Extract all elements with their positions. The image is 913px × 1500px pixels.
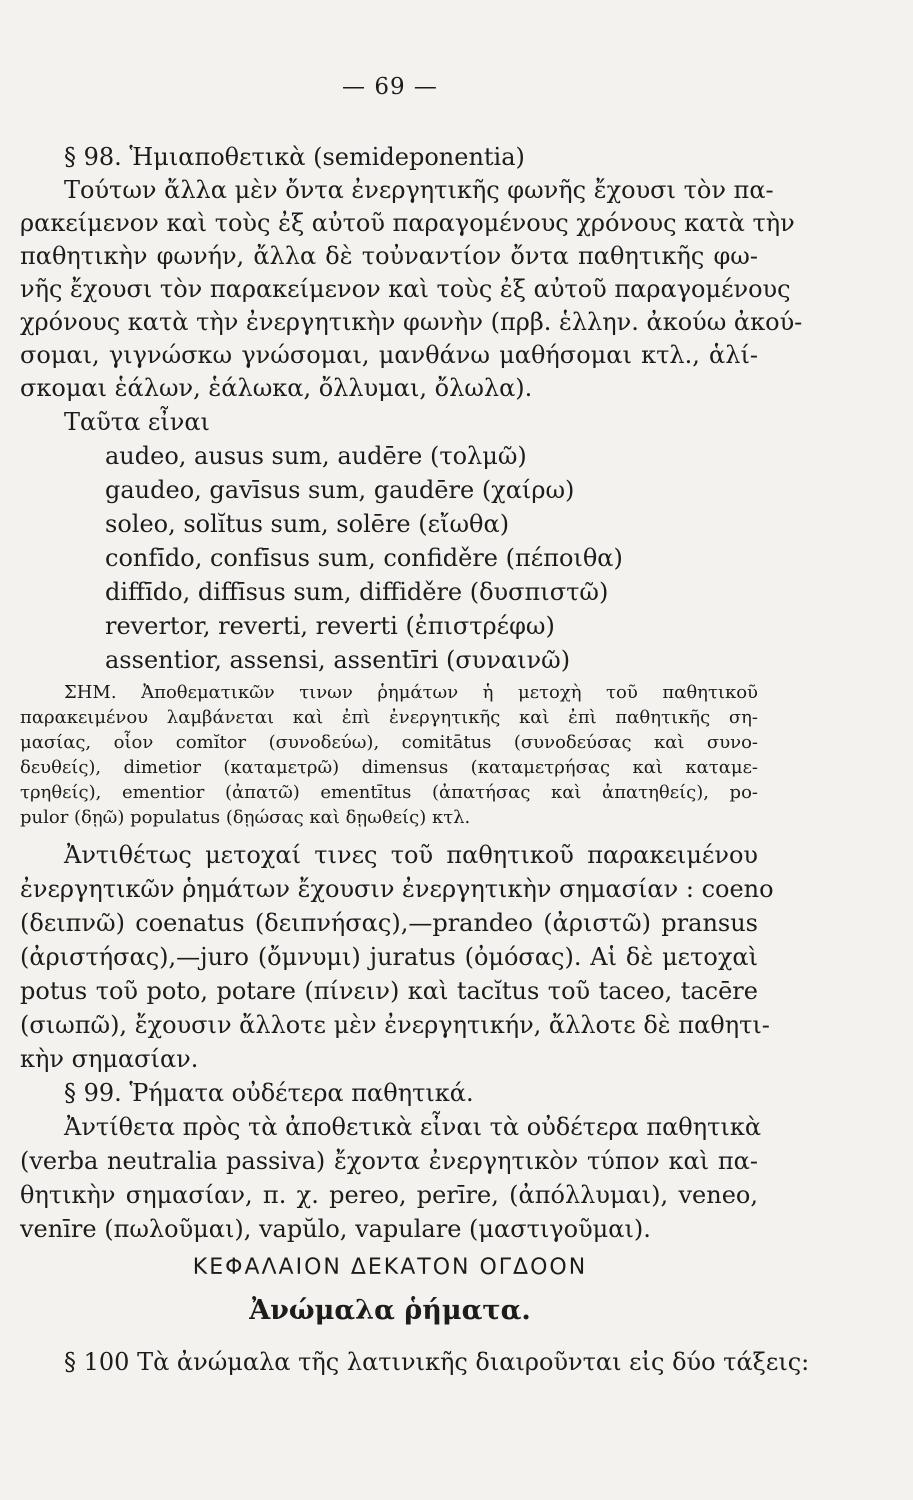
paragraph-line: παθητικὴν φωνήν, ἄλλα δὲ τοὐναντίον ὄντα παθητικῆς φω- — [20, 242, 758, 270]
paragraph-line: ρακείμενον καὶ τοὺς ἐξ αὐτοῦ παραγομένους χρόνους κατὰ τὴν — [20, 209, 795, 237]
verb-entry: assentior, assensi, assentīri (συναινῶ) — [105, 646, 571, 674]
paragraph-line: Ἀντίθετα πρὸς τὰ ἀποθετικὰ εἶναι τὰ οὐδέτερα παθητικὰ — [64, 1113, 762, 1141]
paragraph-line: (ἀριστήσας),—juro (ὄμνυμι) juratus (ὀμόσας). Αἱ δὲ μετοχαὶ — [20, 943, 758, 971]
paragraph-line: Τούτων ἄλλα μὲν ὄντα ἐνεργητικῆς φωνῆς ἔχουσι τὸν πα- — [64, 176, 774, 204]
note-line: μασίας, οἷον comĭtor (συνοδεύω), comitātus (συνοδεύσας καὶ συνο- — [20, 732, 758, 753]
verbs-intro: Ταῦτα εἶναι — [64, 408, 210, 436]
paragraph-line: χρόνους κατὰ τὴν ἐνεργητικὴν φωνὴν (πρβ. ἑλλην. ἀκούω ἀκού- — [20, 308, 803, 336]
paragraph-line: κὴν σημασίαν. — [20, 1045, 199, 1073]
note-line: τρηθείς), ementior (ἀπατῶ) ementītus (ἀπατήσας καὶ ἀπατηθείς), po- — [20, 782, 758, 803]
section-99-heading: § 99. Ῥήματα οὐδέτερα παθητικά. — [64, 1079, 474, 1107]
verb-entry: confīdo, confīsus sum, confiděre (πέποιθα) — [105, 544, 623, 572]
verb-entry: revertor, reverti, reverti (ἐπιστρέφω) — [105, 612, 555, 640]
paragraph-line: potus τοῦ poto, potare (πίνειν) καὶ tacĭtus τοῦ taceo, tacēre — [20, 977, 758, 1005]
note-line: ΣΗΜ. Ἀποθεματικῶν τινων ῥημάτων ἡ μετοχὴ τοῦ παθητικοῦ — [64, 682, 758, 703]
note-line: pulor (δῃῶ) populatus (δῃώσας καὶ δῃωθείς) κτλ. — [20, 807, 471, 828]
note-line: δευθείς), dimetior (καταμετρῶ) dimensus (καταμετρήσας καὶ καταμε- — [20, 757, 758, 778]
page-number: — 69 — — [342, 74, 438, 100]
verb-entry: soleo, solĭtus sum, solēre (εἴωθα) — [105, 510, 510, 538]
paragraph-line: (verba neutralia passiva) ἔχοντα ἐνεργητικὸν τύπον καὶ πα- — [20, 1147, 758, 1175]
paragraph-line: (δειπνῶ) coenatus (δειπνήσας),—prandeo (ἀριστῶ) pransus — [20, 909, 758, 937]
section-100-line: § 100 Τὰ ἀνώμαλα τῆς λατινικῆς διαιροῦνται εἰς δύο τάξεις: — [64, 1348, 810, 1376]
paragraph-line: venīre (πωλοῦμαι), vapŭlo, vapulare (μαστιγοῦμαι). — [20, 1215, 651, 1243]
paragraph-line: θητικὴν σημασίαν, π. χ. pereo, perīre, (ἀπόλλυμαι), veneo, — [20, 1181, 758, 1209]
paragraph-line: (σιωπῶ), ἔχουσιν ἄλλοτε μὲν ἐνεργητικήν, ἄλλοτε δὲ παθητι- — [20, 1011, 770, 1039]
section-98-heading: § 98. Ἡμιαποθετικὰ (semideponentia) — [64, 143, 525, 171]
verb-entry: gaudeo, gavīsus sum, gaudēre (χαίρω) — [105, 476, 575, 504]
paragraph-line: ἐνεργητικῶν ῥημάτων ἔχουσιν ἐνεργητικὴν σημασίαν : coeno — [20, 875, 774, 903]
paragraph-line: Ἀντιθέτως μετοχαί τινες τοῦ παθητικοῦ παρακειμένου — [64, 841, 758, 869]
paragraph-line: σκομαι ἑάλων, ἑάλωκα, ὄλλυμαι, ὄλωλα). — [20, 374, 533, 402]
paragraph-line: νῆς ἔχουσι τὸν παρακείμενον καὶ τοὺς ἐξ αὐτοῦ παραγομένους — [20, 275, 791, 303]
verb-entry: audeo, ausus sum, audēre (τολμῶ) — [105, 442, 527, 470]
note-line: παρακειμένου λαμβάνεται καὶ ἐπὶ ἐνεργητικῆς καὶ ἐπὶ παθητικῆς ση- — [20, 707, 758, 728]
chapter-heading: ΚΕΦΑΛΑΙΟΝ ΔΕΚΑΤΟΝ ΟΓΔΟΟΝ — [192, 1255, 588, 1280]
verb-entry: diffīdo, diffīsus sum, diffiděre (δυσπιστῶ) — [105, 578, 609, 606]
chapter-title: Ἀνώμαλα ῥήματα. — [249, 1295, 531, 1326]
paragraph-line: σομαι, γιγνώσκω γνώσομαι, μανθάνω μαθήσομαι κτλ., ἁλί- — [20, 341, 758, 369]
